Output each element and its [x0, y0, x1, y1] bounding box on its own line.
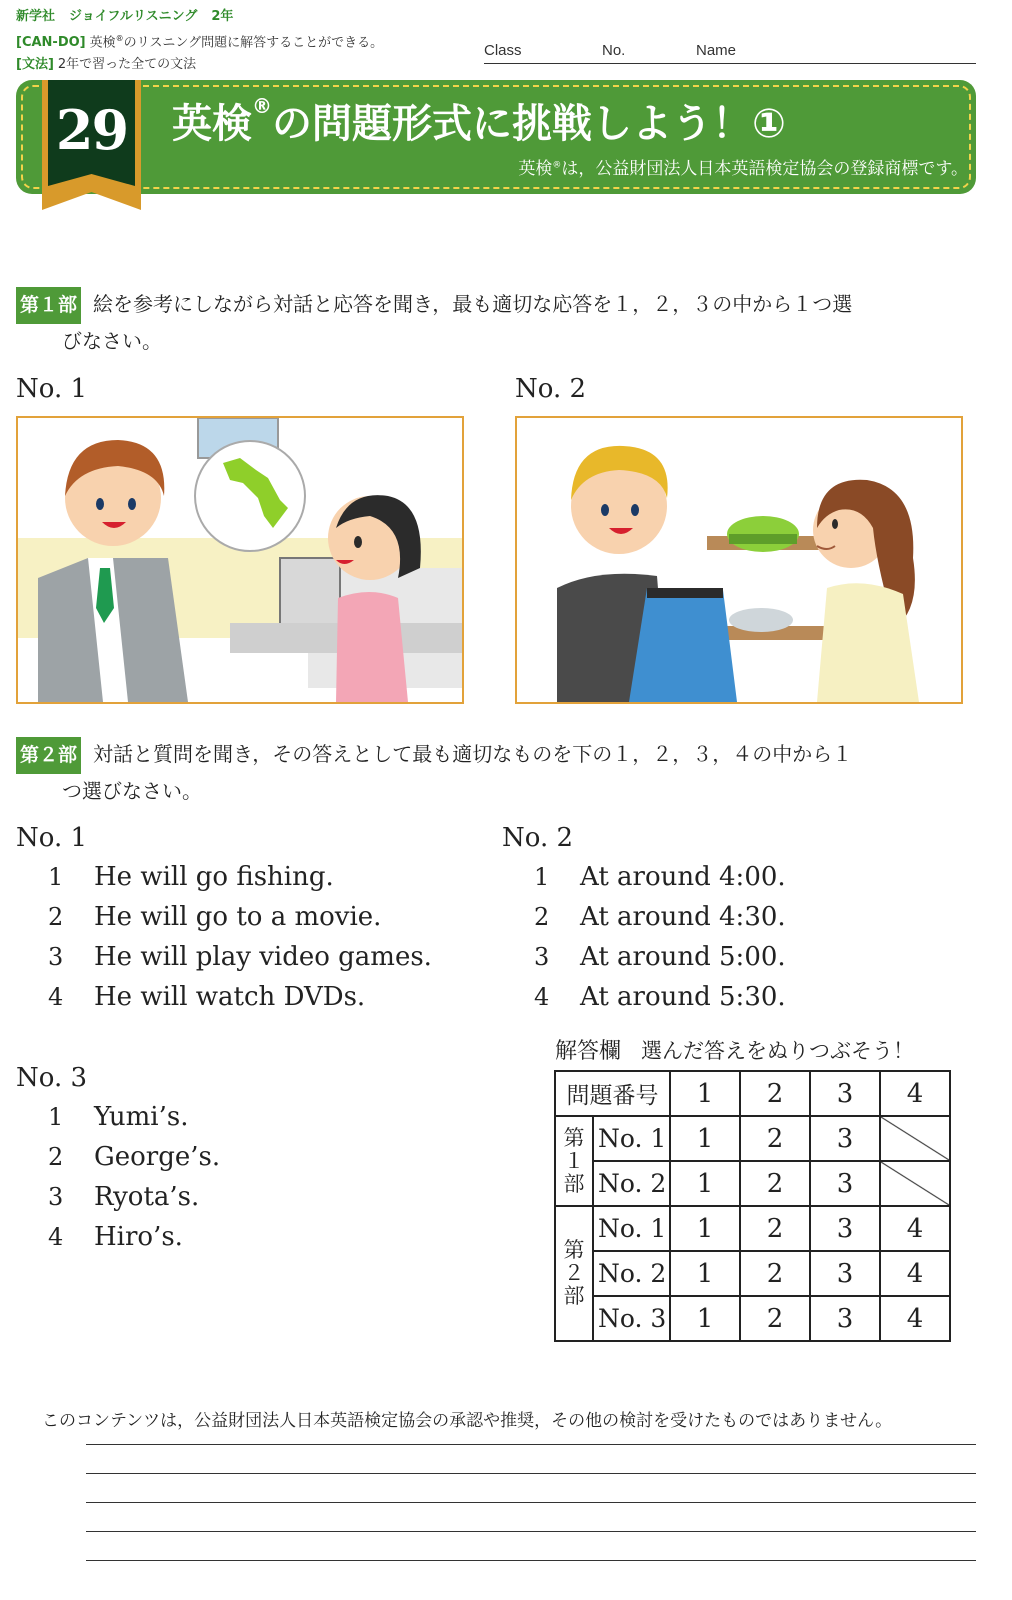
- option-text: He will go fishing.: [94, 862, 334, 892]
- title-registered-mark: ®: [252, 94, 272, 118]
- option-item: [16, 1222, 220, 1262]
- option-text: At around 5:30.: [580, 982, 786, 1012]
- trademark-note: [518, 154, 968, 179]
- option-item: [502, 982, 786, 1022]
- part1-q2-illustration: [515, 416, 963, 704]
- header-info: [16, 6, 383, 76]
- grammar-tag: [文法]: [16, 57, 54, 73]
- part1-instruction-line1: 絵を参考にしながら対話と応答を聞き，最も適切な応答を１，２，３の中から１つ選: [93, 292, 853, 316]
- option-number: 2: [48, 1143, 64, 1171]
- option-number: 3: [48, 943, 64, 971]
- page-title: [172, 92, 786, 149]
- note-text-rest: は，公益財団法人日本英語検定協会の登録商標です。: [561, 159, 968, 179]
- part1-q2-heading: No. 2: [515, 374, 587, 404]
- series-name: ジョイフルリスニング: [69, 9, 198, 24]
- disabled-cell: [880, 1161, 950, 1206]
- part2-label: 第２部: [16, 737, 81, 774]
- option-item: [16, 982, 432, 1022]
- grade: 2年: [211, 9, 234, 24]
- option-number: 4: [48, 983, 64, 1011]
- grammar-text: 2年で習った全ての文法: [57, 57, 197, 73]
- answer-cell[interactable]: 2: [740, 1206, 810, 1251]
- option-text: George’s.: [94, 1142, 221, 1172]
- registered-mark: ®: [115, 34, 124, 43]
- answer-cell[interactable]: 1: [670, 1296, 740, 1341]
- answer-cell[interactable]: 2: [740, 1116, 810, 1161]
- answer-grid: [554, 1070, 951, 1342]
- part1-instruction-line2: びなさい。: [62, 329, 162, 353]
- title-text-rest: の問題形式に挑戦しよう！①: [272, 101, 786, 147]
- part2-q2-options: [502, 862, 786, 1022]
- class-label: Class: [484, 42, 522, 59]
- number-label: No.: [602, 42, 626, 59]
- publisher-line: [16, 6, 383, 28]
- answer-cell[interactable]: 3: [810, 1251, 880, 1296]
- answer-row: [555, 1296, 950, 1341]
- class-name-line[interactable]: [484, 40, 976, 64]
- option-text: Yumi’s.: [94, 1102, 189, 1132]
- option-text: At around 4:00.: [580, 862, 786, 892]
- answer-cell[interactable]: 4: [880, 1296, 950, 1341]
- disclaimer-text: このコンテンツは，公益財団法人日本英語検定協会の承認や推奨，その他の検討を受けたものではありません。: [42, 1411, 893, 1431]
- answer-row: [555, 1116, 950, 1161]
- part1-q1-illustration: [16, 416, 464, 704]
- disabled-cell: [880, 1116, 950, 1161]
- part2-q1-options: [16, 862, 432, 1022]
- part1-label: 第１部: [16, 287, 81, 324]
- option-number: 1: [48, 1103, 64, 1131]
- writing-line[interactable]: [86, 1502, 976, 1503]
- answer-cell[interactable]: 4: [880, 1251, 950, 1296]
- option-number: 2: [48, 903, 64, 931]
- answer-row: [555, 1161, 950, 1206]
- answer-sheet-subtitle: 選んだ答えをぬりつぶそう！: [641, 1039, 915, 1063]
- option-number: 4: [534, 983, 550, 1011]
- option-text: At around 4:30.: [580, 902, 786, 932]
- column-header: 4: [880, 1071, 950, 1116]
- title-text: 英検: [172, 101, 252, 147]
- answer-cell[interactable]: 1: [670, 1206, 740, 1251]
- answer-cell[interactable]: 1: [670, 1116, 740, 1161]
- option-text: He will go to a movie.: [94, 902, 382, 932]
- column-header: 2: [740, 1071, 810, 1116]
- option-number: 1: [534, 863, 550, 891]
- writing-line[interactable]: [86, 1444, 976, 1445]
- option-text: He will watch DVDs.: [94, 982, 366, 1012]
- column-header: 3: [810, 1071, 880, 1116]
- row-question-label: No. 3: [593, 1296, 670, 1341]
- option-item: [16, 942, 432, 982]
- name-label: Name: [696, 42, 737, 59]
- writing-line[interactable]: [86, 1560, 976, 1561]
- part1-row-label: 第１部: [555, 1116, 593, 1206]
- option-number: 4: [48, 1223, 64, 1251]
- part2-instruction-line2: つ選びなさい。: [62, 779, 202, 803]
- answer-row: [555, 1251, 950, 1296]
- answer-cell[interactable]: 3: [810, 1206, 880, 1251]
- answer-cell[interactable]: 2: [740, 1251, 810, 1296]
- answer-grid-header-row: [555, 1071, 950, 1116]
- option-number: 3: [48, 1183, 64, 1211]
- answer-cell[interactable]: 3: [810, 1161, 880, 1206]
- option-item: [16, 1182, 220, 1222]
- option-item: [502, 862, 786, 902]
- answer-cell[interactable]: 4: [880, 1206, 950, 1251]
- option-item: [16, 902, 432, 942]
- option-text: He will play video games.: [94, 942, 432, 972]
- answer-cell[interactable]: 2: [740, 1296, 810, 1341]
- row-question-label: No. 2: [593, 1251, 670, 1296]
- grammar-line: [16, 54, 383, 76]
- part2-q2-heading: No. 2: [502, 823, 574, 853]
- option-item: [16, 862, 432, 902]
- option-item: [502, 942, 786, 982]
- option-number: 3: [534, 943, 550, 971]
- answer-cell[interactable]: 1: [670, 1251, 740, 1296]
- option-text: Ryota’s.: [94, 1182, 200, 1212]
- part2-q1-heading: No. 1: [16, 823, 88, 853]
- option-item: [16, 1142, 220, 1182]
- answer-cell[interactable]: 3: [810, 1116, 880, 1161]
- part1-q1-heading: No. 1: [16, 374, 88, 404]
- option-number: 2: [534, 903, 550, 931]
- answer-cell[interactable]: 3: [810, 1296, 880, 1341]
- part1-instruction: [16, 287, 976, 359]
- row-question-label: No. 2: [593, 1161, 670, 1206]
- part2-q3-heading: No. 3: [16, 1063, 88, 1093]
- part2-instruction: [16, 737, 976, 809]
- answer-cell[interactable]: 2: [740, 1161, 810, 1206]
- answer-sheet-title: [555, 1034, 914, 1065]
- note-registered-mark: ®: [552, 160, 562, 171]
- writing-line[interactable]: [86, 1531, 976, 1532]
- option-item: [502, 902, 786, 942]
- part2-row-label: 第２部: [555, 1206, 593, 1341]
- column-header: 1: [670, 1071, 740, 1116]
- part2-q3-options: [16, 1102, 220, 1262]
- writing-line[interactable]: [86, 1473, 976, 1474]
- option-text: Hiro’s.: [94, 1222, 183, 1252]
- option-item: [16, 1102, 220, 1142]
- can-do-text-rest: のリスニング問題に解答することができる。: [123, 35, 384, 51]
- can-do-tag: [CAN-DO]: [16, 35, 86, 51]
- can-do-text: 英検: [89, 35, 116, 51]
- can-do-line: [16, 28, 383, 54]
- option-text: At around 5:00.: [580, 942, 786, 972]
- lesson-number: 29: [55, 98, 128, 162]
- part2-instruction-line1: 対話と質問を聞き，その答えとして最も適切なものを下の１，２，３，４の中から１: [93, 742, 853, 766]
- option-number: 1: [48, 863, 64, 891]
- row-question-label: No. 1: [593, 1206, 670, 1251]
- answer-cell[interactable]: 1: [670, 1161, 740, 1206]
- publisher: 新学社: [16, 9, 56, 24]
- question-number-header: 問題番号: [555, 1071, 670, 1116]
- answer-row: [555, 1206, 950, 1251]
- note-text: 英検: [518, 159, 553, 179]
- answer-sheet-heading: 解答欄: [555, 1039, 622, 1064]
- row-question-label: No. 1: [593, 1116, 670, 1161]
